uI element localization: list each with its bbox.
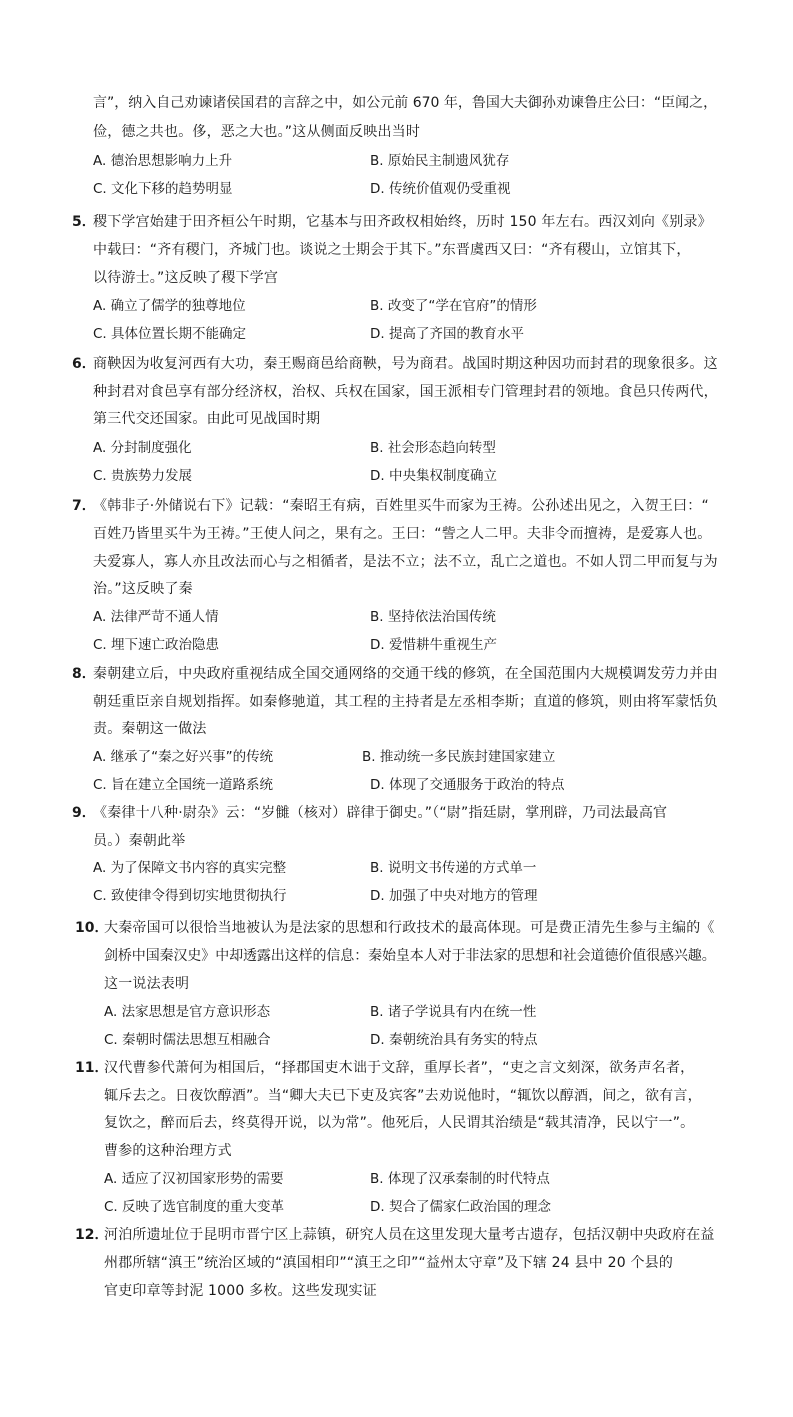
question-5-option-d[interactable]: D. 提高了齐国的教育水平	[370, 326, 524, 342]
question-11-number: 11．	[75, 1060, 109, 1076]
question-6-option-a[interactable]: A. 分封制度强化	[93, 440, 192, 456]
question-10-option-c[interactable]: C. 秦朝时儒法思想互相融合	[104, 1032, 271, 1048]
question-8-number: 8．	[72, 666, 96, 682]
question-10-stem-line-2: 剑桥中国秦汉史》中却透露出这样的信息：秦始皇本人对于非法家的思想和社会道德价值很感兴趣。	[104, 948, 716, 964]
question-6-option-d[interactable]: D. 中央集权制度确立	[370, 468, 497, 484]
question-5-stem-line-1: 稷下学宫始建于田齐桓公午时期，它基本与田齐政权相始终，历时 150 年左右。西汉刘向《别录》	[93, 214, 712, 230]
question-10-stem-line-3: 这一说法表明	[104, 976, 190, 992]
question-5-option-c[interactable]: C. 具体位置长期不能确定	[93, 326, 247, 342]
question-9-option-a[interactable]: A. 为了保障文书内容的真实完整	[93, 860, 287, 876]
question-10-number: 10．	[75, 920, 109, 936]
question-7-number: 7．	[72, 498, 96, 514]
question-7-option-d[interactable]: D. 爱惜耕牛重视生产	[370, 637, 497, 653]
question-6-stem-line-1: 商鞅因为收复河西有大功，秦王赐商邑给商鞅，号为商君。战国时期这种因功而封君的现象很多。这	[93, 356, 718, 372]
question-11-stem-line-1: 汉代曹参代萧何为相国后，“择郡国吏木诎于文辞，重厚长者”，“吏之言文刻深，欲务声名者，	[104, 1060, 695, 1076]
question-9-number: 9．	[72, 805, 96, 821]
question-10-stem-line-1: 大秦帝国可以很恰当地被认为是法家的思想和行政技术的最高体现。可是费正清先生参与主编的《	[104, 920, 715, 936]
question-11-stem-line-3: 复饮之，醉而后去，终莫得开说，以为常”。他死后，人民谓其治绩是“载其清净，民以宁一”。	[104, 1115, 695, 1131]
question-12-stem-line-2: 州郡所辖“滇王”统治区域的“滇国相印”“滇王之印”“益州太守章”及下辖 24 县中 20 个县的	[104, 1255, 674, 1271]
question-5-option-a[interactable]: A. 确立了儒学的独尊地位	[93, 298, 246, 314]
question-4-stem-line-1: 言”，纳入自己劝谏诸侯国君的言辞之中，如公元前 670 年，鲁国大夫御孙劝谏鲁庄公曰：“臣闻之，	[93, 95, 718, 111]
question-9-option-c[interactable]: C. 致使律令得到切实地贯彻执行	[93, 888, 287, 904]
question-12-stem-line-3: 官吏印章等封泥 1000 多枚。这些发现实证	[104, 1283, 377, 1299]
question-6-option-b[interactable]: B. 社会形态趋向转型	[370, 440, 496, 456]
question-10-option-b[interactable]: B. 诸子学说具有内在统一性	[370, 1004, 537, 1020]
question-4-option-d[interactable]: D. 传统价值观仍受重视	[370, 181, 511, 197]
question-11-option-d[interactable]: D. 契合了儒家仁政治国的理念	[370, 1199, 551, 1215]
question-10-option-d[interactable]: D. 秦朝统治具有务实的特点	[370, 1032, 538, 1048]
question-11-option-c[interactable]: C. 反映了选官制度的重大变革	[104, 1199, 285, 1215]
question-5-option-b[interactable]: B. 改变了“学在官府”的情形	[370, 298, 537, 314]
question-8-option-d[interactable]: D. 体现了交通服务于政治的特点	[370, 777, 565, 793]
question-8-option-b[interactable]: B. 推动统一多民族封建国家建立	[362, 749, 556, 765]
question-7-stem-line-4: 治。”这反映了秦	[93, 581, 193, 597]
question-8-stem-line-3: 责。秦朝这一做法	[93, 721, 207, 737]
question-4-stem-line-2: 俭，德之共也。侈，恶之大也。”这从侧面反映出当时	[93, 124, 421, 140]
question-4-option-c[interactable]: C. 文化下移的趋势明显	[93, 181, 233, 197]
question-8-option-c[interactable]: C. 旨在建立全国统一道路系统	[93, 777, 274, 793]
question-7-stem-line-3: 夫爱寡人，寡人亦且改法而心与之相循者，是法不立；法不立，乱亡之道也。不如人罚二甲而复与为	[93, 554, 718, 570]
question-8-stem-line-2: 朝廷重臣亲自规划指挥。如秦修驰道，其工程的主持者是左丞相李斯；直道的修筑，则由将军蒙恬负	[93, 694, 718, 710]
question-7-option-b[interactable]: B. 坚持依法治国传统	[370, 609, 496, 625]
question-11-option-b[interactable]: B. 体现了汉承秦制的时代特点	[370, 1171, 550, 1187]
question-9-option-b[interactable]: B. 说明文书传递的方式单一	[370, 860, 537, 876]
question-4-option-b[interactable]: B. 原始民主制遗风犹存	[370, 153, 510, 169]
question-9-stem-line-1: 《秦律十八种·尉杂》云：“岁雠（核对）辟律于御史。”（“尉”指廷尉，掌刑辟，乃司法最高官	[93, 805, 668, 821]
question-7-option-a[interactable]: A. 法律严苛不通人情	[93, 609, 219, 625]
question-7-stem-line-1: 《韩非子·外储说右下》记载：“秦昭王有病，百姓里买牛而家为王祷。公孙述出见之，入贺王曰：“	[93, 498, 709, 514]
question-5-number: 5．	[72, 214, 96, 230]
question-6-option-c[interactable]: C. 贵族势力发展	[93, 468, 193, 484]
question-5-stem-line-2: 中载曰：“齐有稷门，齐城门也。谈说之士期会于其下。”东晋虞西又曰：“齐有稷山，立馆其下，	[93, 242, 691, 258]
question-12-number: 12．	[75, 1227, 109, 1243]
question-6-number: 6．	[72, 356, 96, 372]
question-12-stem-line-1: 河泊所遗址位于昆明市晋宁区上蒜镇，研究人员在这里发现大量考古遗存，包括汉朝中央政府在益	[104, 1227, 715, 1243]
question-6-stem-line-2: 种封君对食邑享有部分经济权，治权、兵权在国家，国王派相专门管理封君的领地。食邑只传两代，	[93, 384, 718, 400]
question-11-option-a[interactable]: A. 适应了汉初国家形势的需要	[104, 1171, 284, 1187]
question-9-option-d[interactable]: D. 加强了中央对地方的管理	[370, 888, 538, 904]
question-11-stem-line-2: 辄斥去之。日夜饮醇酒”。当“卿大夫已下吏及宾客”去劝说他时，“辄饮以醇酒，间之，欲有言，	[104, 1088, 702, 1104]
question-7-option-c[interactable]: C. 埋下速亡政治隐患	[93, 637, 220, 653]
question-10-option-a[interactable]: A. 法家思想是官方意识形态	[104, 1004, 271, 1020]
question-4-option-a[interactable]: A. 德治思想影响力上升	[93, 153, 233, 169]
question-6-stem-line-3: 第三代交还国家。由此可见战国时期	[93, 411, 321, 427]
question-8-option-a[interactable]: A. 继承了“秦之好兴事”的传统	[93, 749, 274, 765]
question-5-stem-line-3: 以待游士。”这反映了稷下学宫	[93, 270, 279, 286]
question-7-stem-line-2: 百姓乃皆里买牛为王祷。”王使人问之，果有之。王曰：“訾之人二甲。夫非令而擅祷，是爱寡人也。	[93, 526, 712, 542]
question-9-stem-line-2: 员。）秦朝此举	[93, 833, 186, 849]
question-8-stem-line-1: 秦朝建立后，中央政府重视结成全国交通网络的交通干线的修筑，在全国范围内大规模调发劳力并由	[93, 666, 718, 682]
question-11-stem-line-4: 曹参的这种治理方式	[104, 1143, 232, 1159]
